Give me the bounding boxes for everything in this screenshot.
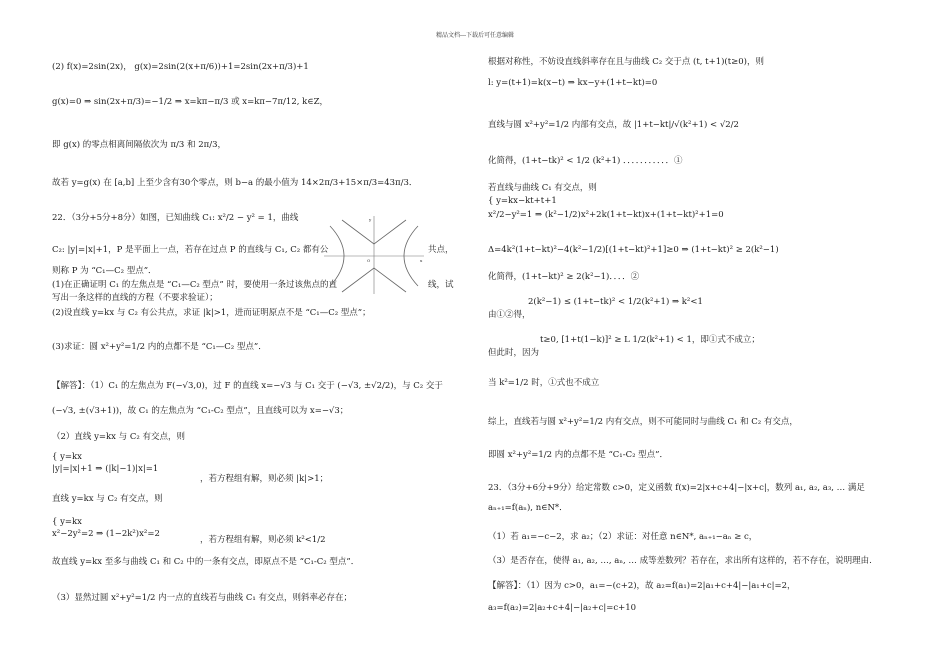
answer-line: ，若方程组有解，则必须 k²<1/2 [200,535,326,545]
text-line: 若直线与曲线 C₁ 有交点，则 [488,183,597,193]
answer-line: ，若方程组有解，则必须 |k|>1； [200,474,329,484]
label-o: O [367,258,371,263]
answer-line: |y|=|x|+1 ⇒ (|k|−1)|x|=1 [52,464,159,474]
label-y: y [369,217,372,222]
problem-23-line: 23．（3分+6分+9分）给定常数 c>0，定义函数 f(x)=2|x+c+4|−|x+c|，数列 a₁, a₂, a₃, … 满足 [488,483,865,493]
text-line: l: y=(t+1)=k(x−t) ⇒ kx−y+(1+t−kt)=0 [488,78,658,88]
problem-22-line: (2)设直线 y=kx 与 C₂ 有公共点，求证 |k|>1，进而证明原点不是 “C₁—C₂ 型点”； [52,308,371,318]
text-line: Δ=4k²(1+t−kt)²−4(k²−1/2)[(1+t−kt)²+1]≥0 ⇒ (1+t−kt)² ≥ 2(k²−1) [488,245,779,255]
answer-line: 【解答】：（1）C₁ 的左焦点为 F(−√3,0)，过 F 的直线 x=−√3 与 C₁ 交于 (−√3, ±√2/2)，与 C₂ 交于 [52,381,443,391]
text-line: 当 k²=1/2 时，①式也不成立 [488,378,600,388]
text-line: 即圆 x²+y²=1/2 内的点都不是 “C₁-C₂ 型点”． [488,450,669,460]
problem-22-line: (1)在正确证明 C₁ 的左焦点是 “C₁—C₂ 型点” 时，要使用一条过该焦点的直 [52,280,337,290]
problem-23-line: aₙ₊₁=f(aₙ), n∈N*． [488,503,568,513]
text-line: (2) f(x)=2sin(2x)， g(x)=2sin(2(x+π/6))+1=2sin(2x+π/3)+1 [52,62,309,72]
answer-line: 直线 y=kx 与 C₂ 有交点，则 [52,494,163,504]
text-line: t≥0, [1+t(1−k)]² ≥ L 1/2(k²+1) < 1，即①式不成立； [540,335,760,345]
text-line: { y=kx−kt+t+1 [488,196,557,206]
label-x: x [420,258,423,263]
answer-line: （2）直线 y=kx 与 C₂ 有交点，则 [52,432,185,442]
text-line: 由①②得， [488,310,531,320]
answer-line: x²−2y²=2 ⇒ (1−2k²)x²=2 [52,529,160,539]
problem-22-line: 线，试 [428,280,454,290]
text-line: g(x)=0 ⇒ sin(2x+π/3)=−1/2 ⇒ x=kπ−π/3 或 x=kπ−7π/12, k∈Z， [52,97,328,107]
answer-line: 故直线 y=kx 至多与曲线 C₁ 和 C₂ 中的一条有交点，即原点不是 “C₁-C₂ 型点”． [52,557,360,567]
problem-22-line: C₂: |y|=|x|+1，P 是平面上一点，若存在过点 P 的直线与 C₁, C₂ 都有公 [52,245,329,255]
problem-23-line: （3）是否存在，使得 a₁, a₂, …, aₙ, … 成等差数列？若存在，求出所有这样的，若不存在，说明理由. [488,556,872,566]
problem-22-line: (3)求证：圆 x²+y²=1/2 内的点都不是 “C₁—C₂ 型点”． [52,342,267,352]
answer-line: （3）显然过圆 x²+y²=1/2 内一点的直线若与曲线 C₁ 有交点，则斜率必存在； [52,593,352,603]
problem-22-line: 共点， [428,245,454,255]
problem-22-line: 写出一条这样的直线的方程（不要求验证）； [52,293,218,303]
problem-22-line: 22．（3分+5分+8分）如图，已知曲线 C₁: x²/2 − y² = 1，曲线 [52,213,299,223]
right-column [480,0,950,672]
answer-line: a₃=f(a₂)=2|a₂+c+4|−|a₂+c|=c+10 [488,603,637,613]
left-column [0,0,470,672]
problem-23-line: （1）若 a₁=−c−2，求 a₂；（2）求证：对任意 n∈N*, aₙ₊₁−aₙ ≥ c， [488,532,758,542]
text-line: 即 g(x) 的零点相离间隔依次为 π/3 和 2π/3， [52,140,227,150]
text-line: 故若 y=g(x) 在 [a,b] 上至少含有30个零点，则 b−a 的最小值为 14×2π/3+15×π/3=43π/3． [52,178,418,188]
text-line: 2(k²−1) ≤ (1+t−tk)² < 1/2(k²+1) ⇒ k²<1 [528,297,703,307]
text-line: 综上，直线若与圆 x²+y²=1/2 内有交点，则不可能同时与曲线 C₁ 和 C₂ 有交点， [488,417,798,427]
text-line: 化简得，(1+t−kt)² ≥ 2(k²−1)．．．．② [488,272,640,282]
text-line: 直线与圆 x²+y²=1/2 内部有交点，故 |1+t−kt|/√(k²+1) < √2/2 [488,120,739,130]
text-line: 但此时，因为 [488,348,540,358]
problem-22-line: 则称 P 为 “C₁—C₂ 型点”． [52,266,157,276]
text-line: x²/2−y²=1 ⇒ (k²−1/2)x²+2k(1+t−kt)x+(1+t−kt)²+1=0 [488,210,724,220]
curves-diagram [322,212,426,296]
answer-line: 【解答】：（1）因为 c>0，a₁=−(c+2)，故 a₂=f(a₁)=2|a₁+c+4|−|a₁+c|=2， [488,581,796,591]
text-line: 根据对称性，不妨设直线斜率存在且与曲线 C₂ 交于点 (t, t+1)(t≥0)，则 [488,57,764,67]
text-line: 化简得，(1+t−tk)² < 1/2 (k²+1) ．．．．．．．．．．．① [488,156,683,166]
answer-line: (−√3, ±(√3+1))，故 C₁ 的左焦点为 “C₁-C₂ 型点”，且直线可以为 x=−√3； [52,406,349,416]
curves-figure [322,212,426,296]
page-header: 精品文档---下载后可任意编辑 [435,32,515,39]
answer-line: { y=kx [52,517,82,527]
answer-line: { y=kx [52,452,82,462]
